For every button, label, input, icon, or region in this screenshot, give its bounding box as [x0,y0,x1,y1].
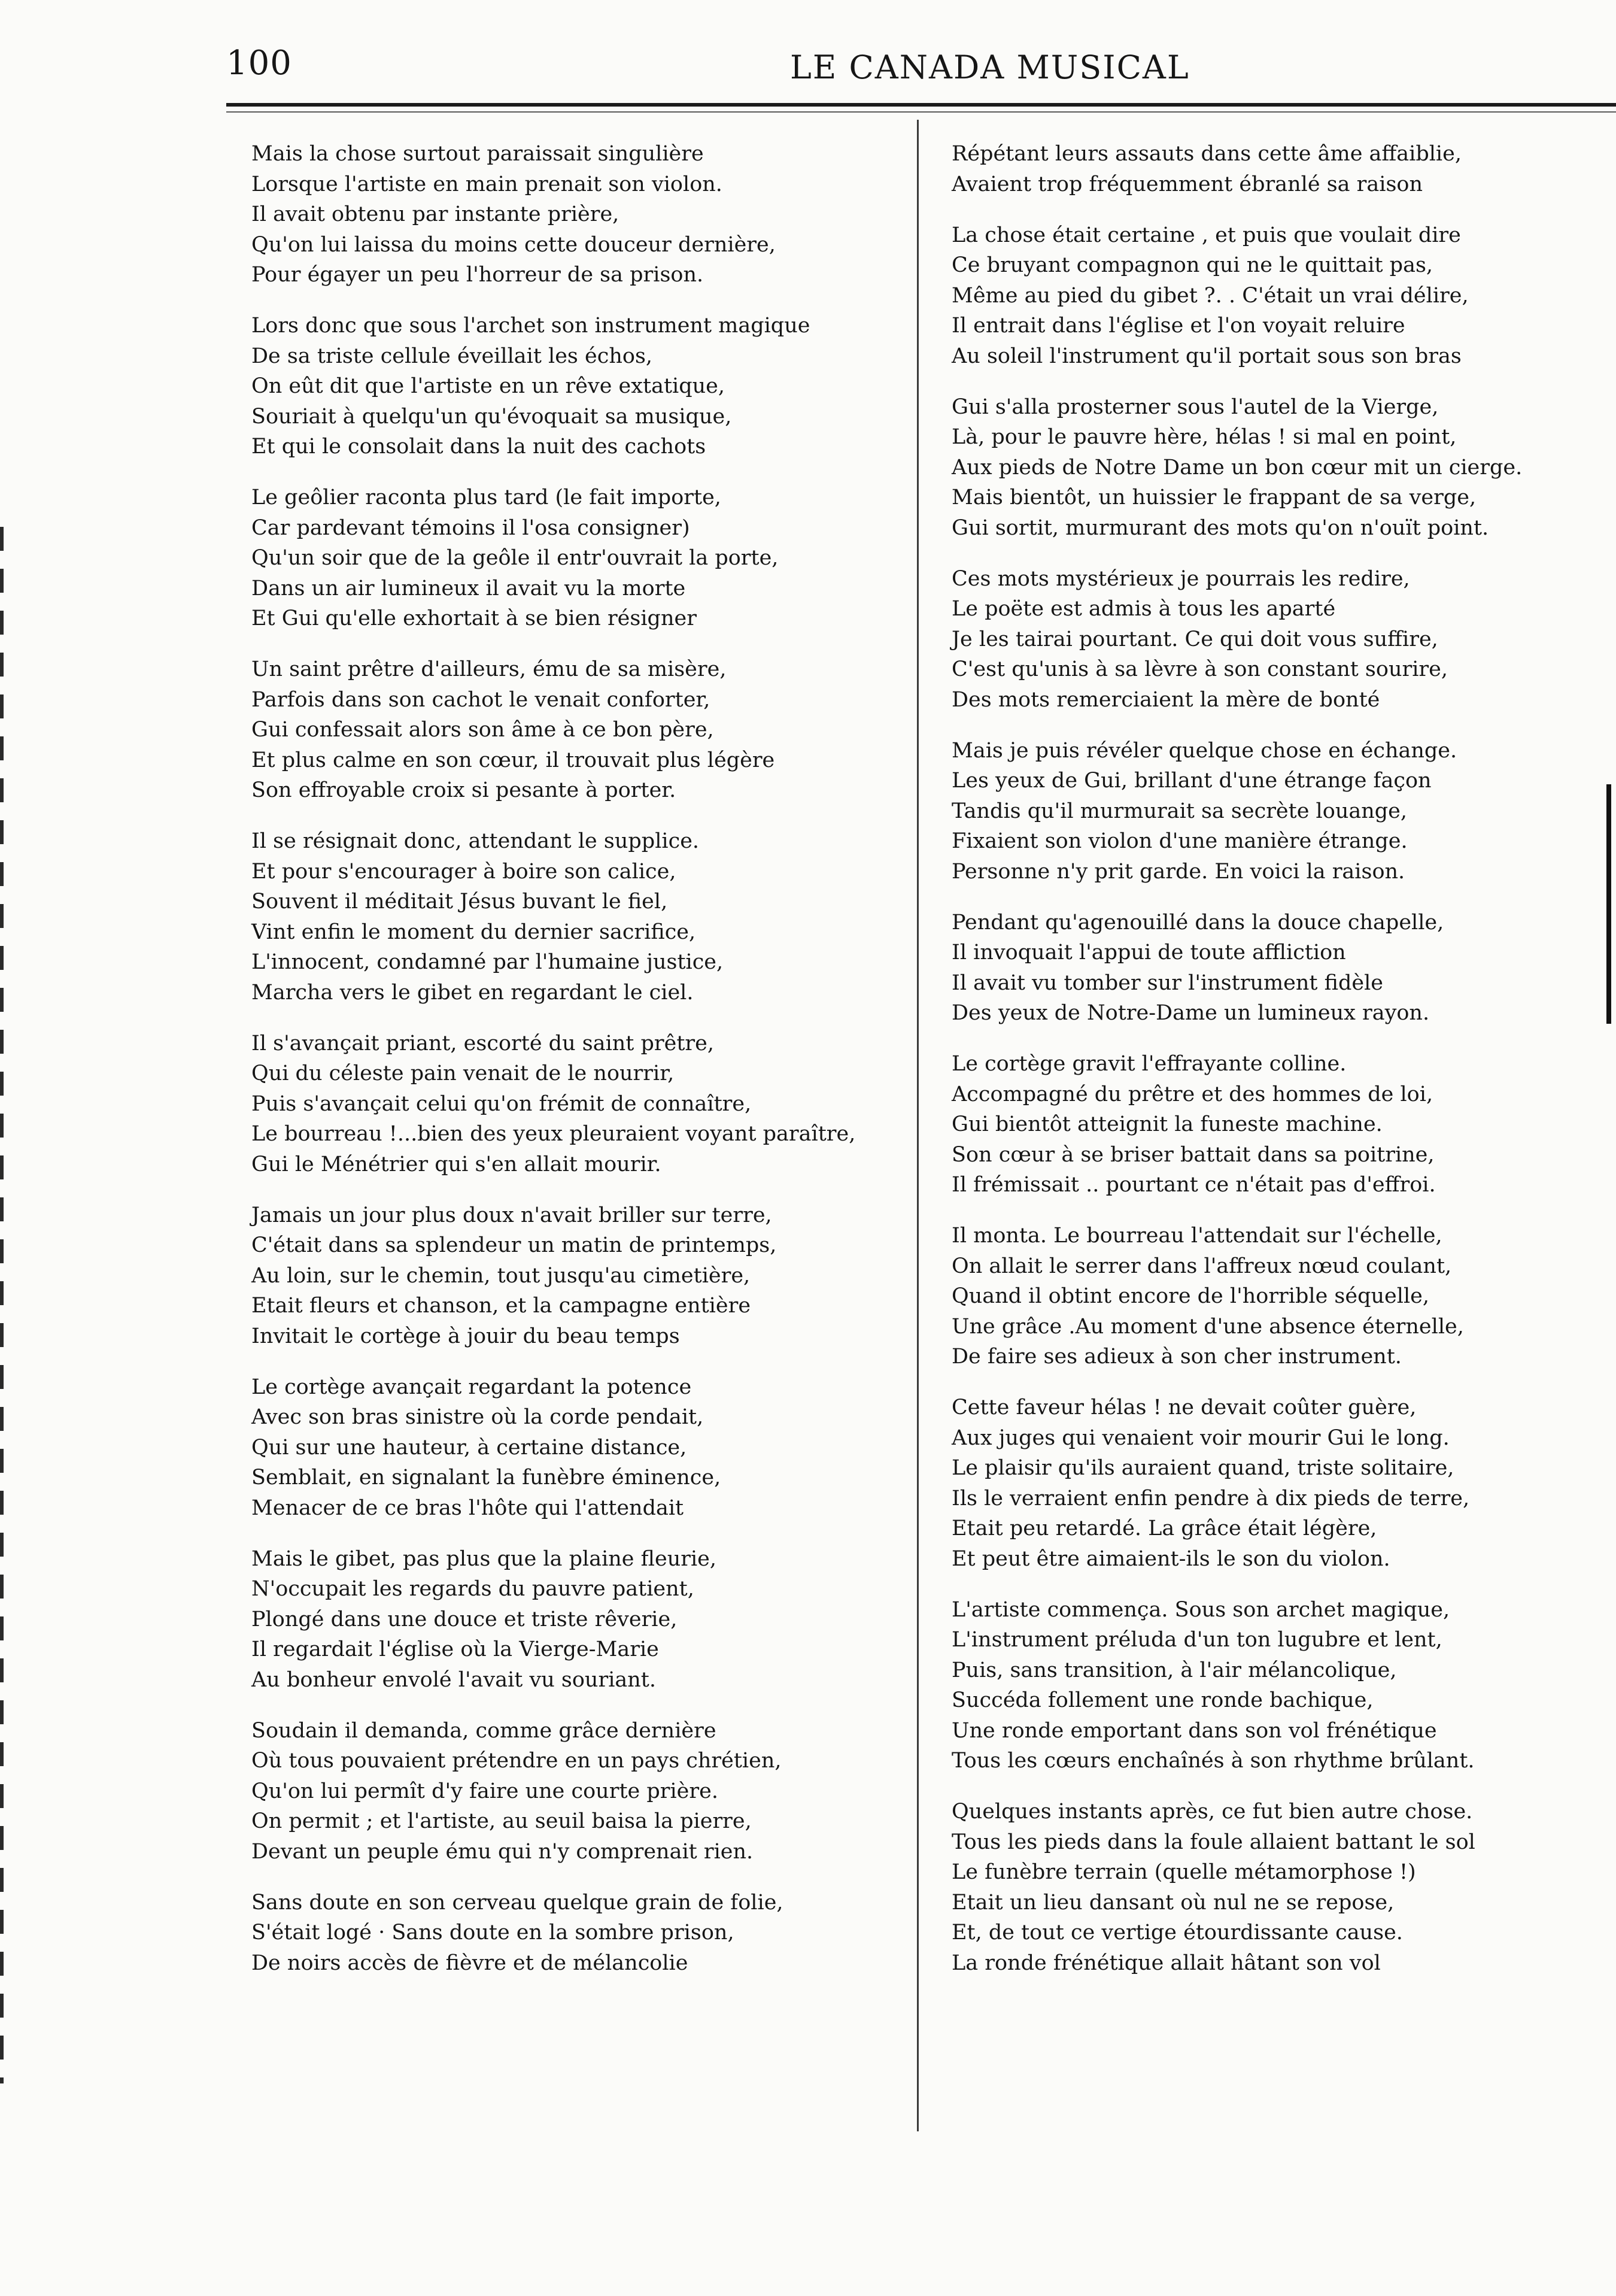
verse-line: Il invoquait l'appui de toute affliction [952,941,1346,964]
verse-line: Je les tairai pourtant. Ce qui doit vous suffire, [952,627,1438,651]
verse-line: C'est qu'unis à sa lèvre à son constant sourire, [952,657,1448,681]
stanza [952,1393,1607,1574]
header-rule [226,103,1616,107]
verse-line: Et, de tout ce vertige étourdissante cause. [952,1921,1403,1945]
stanza [251,1544,904,1696]
verse-line: Invitait le cortège à jouir du beau temps [251,1324,680,1348]
verse-line: Etait un lieu dansant où nul ne se repose, [952,1890,1395,1915]
verse-line: Avaient trop fréquemment ébranlé sa raison [952,172,1423,196]
verse-line: Lors donc que sous l'archet son instrument magique [251,314,810,338]
verse-line: Les yeux de Gui, brillant d'une étrange façon [952,769,1432,793]
stanza [952,392,1607,544]
verse-line: Parfois dans son cachot le venait conforter, [251,687,710,712]
stanza [251,1200,904,1352]
stanza [952,1595,1607,1776]
stanza [952,1049,1607,1200]
verse-line: Même au pied du gibet ?. . C'était un vrai délire, [952,283,1469,308]
verse-line: Il avait obtenu par instante prière, [251,202,619,226]
verse-line: Vint enfin le moment du dernier sacrifice, [251,920,696,944]
verse-line: Gui le Ménétrier qui s'en allait mourir. [251,1152,661,1176]
stanza [251,826,904,1008]
binding-edge [0,527,4,2083]
verse-line: Gui bientôt atteignit la funeste machine. [952,1112,1383,1136]
verse-line: Gui confessait alors son âme à ce bon père, [251,718,714,742]
verse-line: Qui sur une hauteur, à certaine distance, [251,1435,687,1460]
verse-line: Il monta. Le bourreau l'attendait sur l'échelle, [952,1224,1442,1248]
verse-line: Des yeux de Notre-Dame un lumineux rayon. [952,1001,1430,1025]
verse-line: Soudain il demanda, comme grâce dernière [251,1718,716,1743]
verse-line: Qu'on lui laissa du moins cette douceur dernière, [251,232,776,257]
column-divider [917,120,919,2131]
stanza [251,483,904,634]
verse-line: Le poëte est admis à tous les aparté [952,597,1336,621]
verse-line: On eût dit que l'artiste en un rêve extatique, [251,374,725,398]
verse-line: C'était dans sa splendeur un matin de printemps, [251,1233,777,1257]
verse-line: Mais le gibet, pas plus que la plaine fleurie, [251,1546,717,1571]
verse-line: Menacer de ce bras l'hôte qui l'attendait [251,1496,684,1520]
verse-line: Plongé dans une douce et triste rêverie, [251,1607,678,1631]
verse-line: Souvent il méditait Jésus buvant le fiel, [251,890,668,914]
verse-line: Pour égayer un peu l'horreur de sa prison. [251,263,704,287]
stanza [251,1716,904,1867]
verse-line: Répétant leurs assauts dans cette âme affaiblie, [952,142,1462,166]
stanza [952,564,1607,715]
stanza [251,1372,904,1524]
verse-line: Mais bientôt, un huissier le frappant de sa verge, [952,486,1477,509]
header-rule-thin [226,111,1616,113]
verse-line: Il frémissait .. pourtant ce n'était pas d'effroi. [952,1173,1436,1197]
verse-line: Aux pieds de Notre Dame un bon cœur mit un cierge. [952,455,1523,480]
stanza [251,1888,904,1979]
verse-line: Une grâce .Au moment d'une absence éternelle, [952,1314,1464,1339]
verse-line: Qu'un soir que de la geôle il entr'ouvrait la porte, [251,546,779,570]
verse-line: Puis s'avançait celui qu'on frémit de connaître, [251,1091,752,1116]
verse-line: Car pardevant témoins il l'osa consigner) [251,515,690,540]
verse-line: Le cortège avançait regardant la potence [251,1375,692,1399]
verse-line: L'innocent, condamné par l'humaine justice, [251,950,724,974]
verse-line: Accompagné du prêtre et des hommes de loi, [952,1082,1433,1106]
verse-line: Aux juges qui venaient voir mourir Gui le long. [952,1425,1450,1450]
verse-line: Un saint prêtre d'ailleurs, ému de sa misère, [251,657,727,681]
margin-mark [1606,784,1611,1024]
verse-line: Sans doute en son cerveau quelque grain de folie, [251,1890,783,1915]
verse-line: Tous les pieds dans la foule allaient battant le sol [952,1830,1475,1854]
verse-line: Des mots remerciaient la mère de bonté [952,687,1380,712]
verse-line: De faire ses adieux à son cher instrument. [952,1345,1402,1369]
stanza [952,1221,1607,1372]
verse-line: On allait le serrer dans l'affreux nœud coulant, [952,1254,1452,1278]
verse-line: Avec son bras sinistre où la corde pendait, [251,1405,704,1429]
verse-line: Et peut être aimaient-ils le son du violon. [952,1546,1390,1571]
verse-line: Ils le verraient enfin pendre à dix pieds de terre, [952,1486,1470,1511]
verse-line: Qui du céleste pain venait de le nourrir, [251,1061,675,1085]
stanza [251,1029,904,1180]
verse-line: Etait peu retardé. La grâce était légère, [952,1516,1377,1540]
verse-line: Quelques instants après, ce fut bien autre chose. [952,1800,1473,1824]
verse-line: Dans un air lumineux il avait vu la morte [251,576,686,600]
verse-line: Et qui le consolait dans la nuit des cachots [251,435,706,459]
verse-line: L'artiste commença. Sous son archet magique, [952,1597,1450,1622]
stanza [952,139,1607,199]
verse-line: Marcha vers le gibet en regardant le ciel. [251,980,694,1005]
verse-line: Il entrait dans l'église et l'on voyait reluire [952,314,1405,338]
verse-line: Et Gui qu'elle exhortait à se bien résigner [251,606,697,630]
running-title: LE CANADA MUSICAL [790,48,1190,86]
verse-line: Souriait à quelqu'un qu'évoquait sa musique, [251,404,732,429]
verse-line: Etait fleurs et chanson, et la campagne entière [251,1294,751,1318]
verse-line: Le geôlier raconta plus tard (le fait importe, [251,486,721,509]
verse-line: Il avait vu tomber sur l'instrument fidèle [952,970,1383,995]
page-number: 100 [226,44,292,83]
verse-line: Et pour s'encourager à boire son calice, [251,859,676,884]
left-poem-column [251,139,904,1978]
verse-line: Où tous pouvaient prétendre en un pays chrétien, [251,1749,782,1773]
stanza [952,1797,1607,1978]
right-poem-column [952,139,1607,1978]
verse-line: Devant un peuple ému qui n'y comprenait rien. [251,1839,754,1864]
verse-line: Fixaient son violon d'une manière étrange. [952,829,1408,853]
verse-line: S'était logé · Sans doute en la sombre prison, [251,1921,734,1945]
verse-line: Tandis qu'il murmurait sa secrète louange, [952,799,1408,823]
verse-line: Le funèbre terrain (quelle métamorphose !) [952,1860,1416,1884]
verse-line: Qu'on lui permît d'y faire une courte prière. [251,1779,718,1803]
verse-line: Cette faveur hélas ! ne devait coûter guère, [952,1396,1417,1420]
verse-line: Quand il obtint encore de l'horrible séquelle, [952,1284,1429,1308]
verse-line: Le cortège gravit l'effrayante colline. [952,1052,1347,1076]
stanza [251,311,904,462]
verse-line: Ces mots mystérieux je pourrais les redire, [952,566,1410,591]
verse-line: Semblait, en signalant la funèbre éminence, [251,1466,721,1490]
verse-line: Ce bruyant compagnon qui ne le quittait pas, [952,253,1433,277]
verse-line: N'occupait les regards du pauvre patient, [251,1577,694,1601]
verse-line: Jamais un jour plus doux n'avait briller sur terre, [251,1203,772,1227]
verse-line: Gui s'alla prosterner sous l'autel de la Vierge, [952,395,1439,419]
verse-line: Tous les cœurs enchaînés à son rhythme brûlant. [952,1749,1475,1773]
verse-line: On permit ; et l'artiste, au seuil baisa la pierre, [251,1809,752,1833]
verse-line: Personne n'y prit garde. En voici la raison. [952,859,1405,884]
verse-line: Son effroyable croix si pesante à porter. [251,778,676,802]
verse-line: Et plus calme en son cœur, il trouvait plus légère [251,748,775,772]
verse-line: Lorsque l'artiste en main prenait son violon. [251,172,722,196]
verse-line: De sa triste cellule éveillait les échos, [251,344,653,368]
stanza [952,908,1607,1029]
verse-line: Le plaisir qu'ils auraient quand, triste solitaire, [952,1456,1454,1480]
verse-line: Une ronde emportant dans son vol frénétique [952,1718,1437,1743]
verse-line: Le bourreau !...bien des yeux pleuraient voyant paraître, [251,1122,856,1146]
stanza [251,139,904,290]
verse-line: Puis, sans transition, à l'air mélancolique, [952,1658,1397,1682]
stanza [952,220,1607,372]
verse-line: Son cœur à se briser battait dans sa poitrine, [952,1142,1435,1167]
verse-line: Gui sortit, murmurant des mots qu'on n'ouït point. [952,515,1489,540]
verse-line: Il regardait l'église où la Vierge-Marie [251,1637,659,1661]
verse-line: Au soleil l'instrument qu'il portait sous son bras [952,344,1462,368]
verse-line: Là, pour le pauvre hère, hélas ! si mal en point, [952,425,1457,449]
verse-line: Mais la chose surtout paraissait singulière [251,142,704,166]
verse-line: La ronde frénétique allait hâtant son vol [952,1951,1381,1975]
verse-line: Mais je puis révéler quelque chose en échange. [952,738,1457,763]
stanza [952,736,1607,887]
verse-line: De noirs accès de fièvre et de mélancolie [251,1951,688,1975]
verse-line: Il s'avançait priant, escorté du saint prêtre, [251,1031,714,1056]
verse-line: Il se résignait donc, attendant le supplice. [251,829,700,853]
verse-line: Pendant qu'agenouillé dans la douce chapelle, [952,910,1444,935]
verse-line: Succéda follement une ronde bachique, [952,1688,1374,1712]
stanza [251,654,904,806]
verse-line: L'instrument préluda d'un ton lugubre et lent, [952,1628,1442,1652]
verse-line: Au loin, sur le chemin, tout jusqu'au cimetière, [251,1263,751,1288]
verse-line: La chose était certaine , et puis que voulait dire [952,223,1461,247]
verse-line: Au bonheur envolé l'avait vu souriant. [251,1667,656,1692]
